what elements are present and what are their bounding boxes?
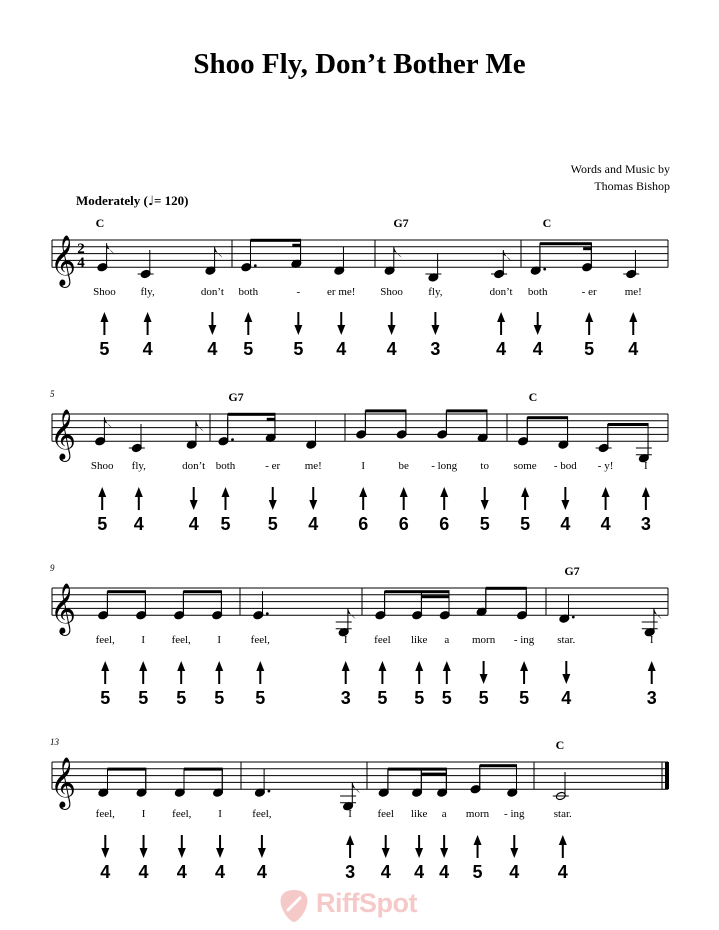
arrow-head-down-icon	[510, 848, 518, 858]
arrow-head-up-icon	[215, 661, 223, 671]
lyric-syllable: both	[238, 286, 259, 298]
arrow-head-up-icon	[359, 487, 367, 497]
harmonica-hole-number: 3	[345, 862, 356, 882]
chord-symbol: G7	[564, 564, 580, 578]
arrow-head-down-icon	[190, 500, 198, 510]
augmentation-dot	[231, 438, 234, 441]
lyric-syllable: - bod	[553, 460, 577, 472]
arrow-head-up-icon	[559, 835, 567, 845]
harmonica-hole-number: 5	[584, 339, 595, 359]
harmonica-hole-number: 4	[560, 514, 571, 534]
lyric-syllable: I	[361, 460, 366, 472]
lyric-syllable: like	[410, 808, 428, 820]
harmonica-hole-number: 5	[377, 688, 388, 708]
lyric-syllable: fly,	[131, 460, 146, 472]
note-beam	[388, 768, 447, 771]
lyric-syllable: a	[444, 634, 450, 646]
watermark-text: RiffSpot	[316, 888, 417, 918]
note-beam	[107, 590, 145, 593]
lyric-syllable: Shoo	[93, 286, 116, 298]
harmonica-hole-number: 5	[478, 688, 489, 708]
harmonica-hole-number: 4	[561, 688, 572, 708]
lyric-syllable: morn	[471, 634, 496, 646]
arrow-head-up-icon	[256, 661, 264, 671]
lyric-syllable: feel,	[250, 634, 270, 646]
harmonica-hole-number: 5	[220, 514, 231, 534]
harmonica-hole-number: 4	[256, 862, 267, 882]
lyric-syllable: feel	[374, 634, 391, 646]
arrow-head-down-icon	[534, 325, 542, 335]
harmonica-hole-number: 5	[99, 339, 110, 359]
augmentation-dot	[543, 268, 546, 271]
harmonica-hole-number: 6	[398, 514, 409, 534]
note-beam-secondary	[421, 595, 449, 598]
harmonica-hole-number: 4	[308, 514, 319, 534]
harmonica-hole-number: 5	[138, 688, 149, 708]
harmonica-hole-number: 5	[293, 339, 304, 359]
lyric-syllable: I	[343, 634, 348, 646]
lyric-syllable: er me!	[327, 286, 356, 298]
arrow-head-up-icon	[497, 312, 505, 322]
harmonica-hole-number: 5	[214, 688, 225, 708]
chord-symbol: G7	[228, 390, 244, 404]
note-beam-partial	[267, 418, 276, 421]
harmonica-hole-number: 4	[207, 339, 218, 359]
note-beam	[251, 239, 302, 242]
lyric-syllable: don’t	[489, 286, 513, 298]
note-flag	[107, 243, 115, 254]
arrow-head-down-icon	[178, 848, 186, 858]
note-flag	[352, 782, 360, 793]
arrow-head-down-icon	[561, 500, 569, 510]
harmonica-hole-number: 4	[133, 514, 144, 534]
harmonica-hole-number: 3	[646, 688, 657, 708]
note-beam-partial	[292, 244, 301, 247]
harmonica-hole-number: 4	[532, 339, 543, 359]
arrow-head-down-icon	[415, 848, 423, 858]
harmonica-hole-number: 6	[358, 514, 369, 534]
lyric-syllable: - er	[581, 286, 597, 298]
treble-clef-icon: 𝄞	[49, 583, 77, 635]
note-beam	[365, 409, 406, 412]
chord-symbol: C	[528, 390, 538, 404]
tempo-bpm: = 120	[154, 193, 185, 208]
augmentation-dot	[268, 790, 271, 793]
arrow-head-down-icon	[382, 848, 390, 858]
augmentation-dot	[266, 612, 269, 615]
note-beam	[446, 409, 487, 412]
lyric-syllable: feel	[377, 808, 394, 820]
song-title: Shoo Fly, Don’t Bother Me	[193, 48, 526, 80]
treble-clef-icon: 𝄞	[49, 757, 77, 809]
lyric-syllable: star.	[557, 634, 576, 646]
arrow-head-up-icon	[346, 835, 354, 845]
lyric-syllable: some	[513, 460, 537, 472]
note-beam	[608, 423, 649, 426]
arrow-head-down-icon	[480, 674, 488, 684]
lyric-syllable: both	[527, 286, 548, 298]
arrow-head-down-icon	[294, 325, 302, 335]
arrow-head-down-icon	[269, 500, 277, 510]
lyric-syllable: fly,	[140, 286, 155, 298]
lyric-syllable: feel,	[172, 808, 192, 820]
note-beam	[108, 768, 147, 771]
lyric-syllable: I	[218, 808, 222, 820]
augmentation-dot	[254, 264, 257, 267]
arrow-head-up-icon	[642, 487, 650, 497]
arrow-head-up-icon	[135, 487, 143, 497]
arrow-head-up-icon	[144, 312, 152, 322]
arrow-head-up-icon	[520, 661, 528, 671]
arrow-head-up-icon	[244, 312, 252, 322]
arrow-head-up-icon	[648, 661, 656, 671]
lyric-syllable: feel,	[252, 808, 272, 820]
lyric-syllable: - ing	[513, 634, 535, 646]
chord-symbol: C	[95, 216, 105, 230]
lyric-syllable: morn	[465, 808, 490, 820]
note-flag	[104, 417, 112, 428]
arrow-head-up-icon	[400, 487, 408, 497]
lyric-syllable: Shoo	[380, 286, 403, 298]
arrow-head-up-icon	[378, 661, 386, 671]
arrow-head-up-icon	[602, 487, 610, 497]
credit-line-2: Thomas Bishop	[594, 179, 670, 193]
harmonica-hole-number: 4	[336, 339, 347, 359]
arrow-head-down-icon	[337, 325, 345, 335]
chord-symbol: C	[542, 216, 552, 230]
arrow-head-up-icon	[415, 661, 423, 671]
harmonica-hole-number: 5	[441, 688, 452, 708]
harmonica-hole-number: 3	[640, 514, 651, 534]
arrow-head-down-icon	[481, 500, 489, 510]
lyric-syllable: me!	[304, 460, 322, 472]
arrow-head-up-icon	[139, 661, 147, 671]
arrow-head-up-icon	[440, 487, 448, 497]
note-flag	[654, 608, 662, 619]
arrow-head-up-icon	[98, 487, 106, 497]
measure-number: 9	[50, 563, 55, 573]
arrow-head-up-icon	[629, 312, 637, 322]
note-beam	[228, 413, 276, 416]
harmonica-hole-number: 5	[472, 862, 483, 882]
lyric-syllable: be	[398, 460, 409, 472]
harmonica-hole-number: 5	[176, 688, 187, 708]
note-beam	[385, 590, 450, 593]
lyric-syllable: - y!	[597, 460, 614, 472]
arrow-head-up-icon	[222, 487, 230, 497]
harmonica-hole-number: 5	[255, 688, 266, 708]
note-flag	[394, 247, 402, 258]
time-signature-bottom: 4	[77, 255, 85, 271]
note-beam-secondary	[421, 773, 447, 776]
lyric-syllable: star.	[553, 808, 572, 820]
arrow-head-down-icon	[562, 674, 570, 684]
harmonica-hole-number: 4	[100, 862, 111, 882]
harmonica-hole-number: 4	[380, 862, 391, 882]
lyric-syllable: a	[441, 808, 447, 820]
arrow-head-up-icon	[585, 312, 593, 322]
arrow-head-down-icon	[431, 325, 439, 335]
note-beam	[184, 768, 223, 771]
arrow-head-down-icon	[140, 848, 148, 858]
riffspot-watermark	[276, 886, 456, 926]
harmonica-hole-number: 4	[628, 339, 639, 359]
harmonica-hole-number: 4	[509, 862, 520, 882]
lyric-syllable: I	[141, 808, 146, 820]
harmonica-hole-number: 5	[414, 688, 425, 708]
harmonica-hole-number: 5	[243, 339, 254, 359]
harmonica-hole-number: 6	[439, 514, 450, 534]
harmonica-hole-number: 3	[430, 339, 441, 359]
lyric-syllable: to	[480, 460, 489, 472]
lyric-syllable: - ing	[504, 808, 525, 820]
note-beam	[540, 242, 592, 245]
lyric-syllable: like	[410, 634, 428, 646]
quarter-note-icon: ♩	[147, 194, 154, 209]
lyric-syllable: I	[141, 634, 146, 646]
harmonica-hole-number: 4	[496, 339, 507, 359]
lyric-syllable: I	[649, 634, 654, 646]
harmonica-hole-number: 4	[439, 862, 450, 882]
arrow-head-up-icon	[177, 661, 185, 671]
time-signature-top: 2	[77, 241, 85, 257]
arrow-head-down-icon	[208, 325, 216, 335]
harmonica-hole-number: 4	[557, 862, 568, 882]
lyric-syllable: feel,	[95, 634, 115, 646]
lyric-syllable: - long	[431, 460, 458, 472]
chord-symbol: C	[555, 738, 565, 752]
lyric-syllable: both	[215, 460, 236, 472]
harmonica-hole-number: 4	[600, 514, 611, 534]
tempo-paren-open: (	[143, 193, 148, 208]
lyric-syllable: fly,	[428, 286, 443, 298]
lyric-syllable: -	[296, 286, 301, 298]
lyric-syllable: - er	[265, 460, 281, 472]
tempo-label: Moderately	[76, 193, 141, 208]
treble-clef-icon: 𝄞	[49, 409, 77, 461]
lyric-syllable: Shoo	[90, 460, 114, 472]
lyric-syllable: don’t	[200, 286, 224, 298]
arrow-head-up-icon	[443, 661, 451, 671]
lyric-syllable: I	[217, 634, 222, 646]
lyric-syllable: I	[348, 808, 352, 820]
harmonica-hole-number: 4	[176, 862, 187, 882]
harmonica-hole-number: 3	[340, 688, 351, 708]
harmonica-hole-number: 5	[97, 514, 108, 534]
augmentation-dot	[572, 616, 575, 619]
note-beam	[527, 416, 568, 419]
harmonica-hole-number: 4	[142, 339, 153, 359]
lyric-syllable: me!	[624, 286, 642, 298]
final-barline	[665, 762, 669, 789]
note-beam	[183, 590, 222, 593]
treble-clef-icon: 𝄞	[49, 235, 77, 287]
note-flag	[348, 608, 356, 619]
arrow-head-down-icon	[440, 848, 448, 858]
harmonica-hole-number: 4	[386, 339, 397, 359]
harmonica-hole-number: 5	[519, 688, 530, 708]
measure-number: 13	[50, 737, 59, 747]
lyric-syllable: feel,	[171, 634, 191, 646]
note-beam	[486, 587, 527, 590]
lyric-syllable: don’t	[182, 460, 206, 472]
lyric-syllable: feel,	[95, 808, 115, 820]
arrow-head-down-icon	[101, 848, 109, 858]
measure-number: 5	[50, 389, 55, 399]
harmonica-hole-number: 4	[188, 514, 199, 534]
guitar-pick-icon	[276, 888, 312, 924]
harmonica-hole-number: 5	[100, 688, 111, 708]
note-flag	[215, 247, 223, 258]
arrow-head-up-icon	[474, 835, 482, 845]
note-flag	[503, 250, 511, 261]
arrow-head-up-icon	[100, 312, 108, 322]
arrow-head-up-icon	[342, 661, 350, 671]
harmonica-hole-number: 5	[267, 514, 278, 534]
arrow-head-up-icon	[521, 487, 529, 497]
note-flag	[196, 421, 204, 432]
arrow-head-down-icon	[309, 500, 317, 510]
arrow-head-down-icon	[388, 325, 396, 335]
credit-line-1: Words and Music by	[570, 162, 670, 176]
note-beam-partial	[583, 247, 592, 250]
note-beam	[480, 764, 517, 767]
arrow-head-down-icon	[258, 848, 266, 858]
arrow-head-up-icon	[101, 661, 109, 671]
arrow-head-down-icon	[216, 848, 224, 858]
harmonica-hole-number: 4	[138, 862, 149, 882]
harmonica-hole-number: 5	[479, 514, 490, 534]
tempo-paren-close: )	[184, 193, 189, 208]
harmonica-hole-number: 4	[215, 862, 226, 882]
lyric-syllable: I	[644, 460, 648, 472]
harmonica-hole-number: 5	[520, 514, 531, 534]
harmonica-hole-number: 4	[414, 862, 425, 882]
chord-symbol: G7	[393, 216, 409, 230]
